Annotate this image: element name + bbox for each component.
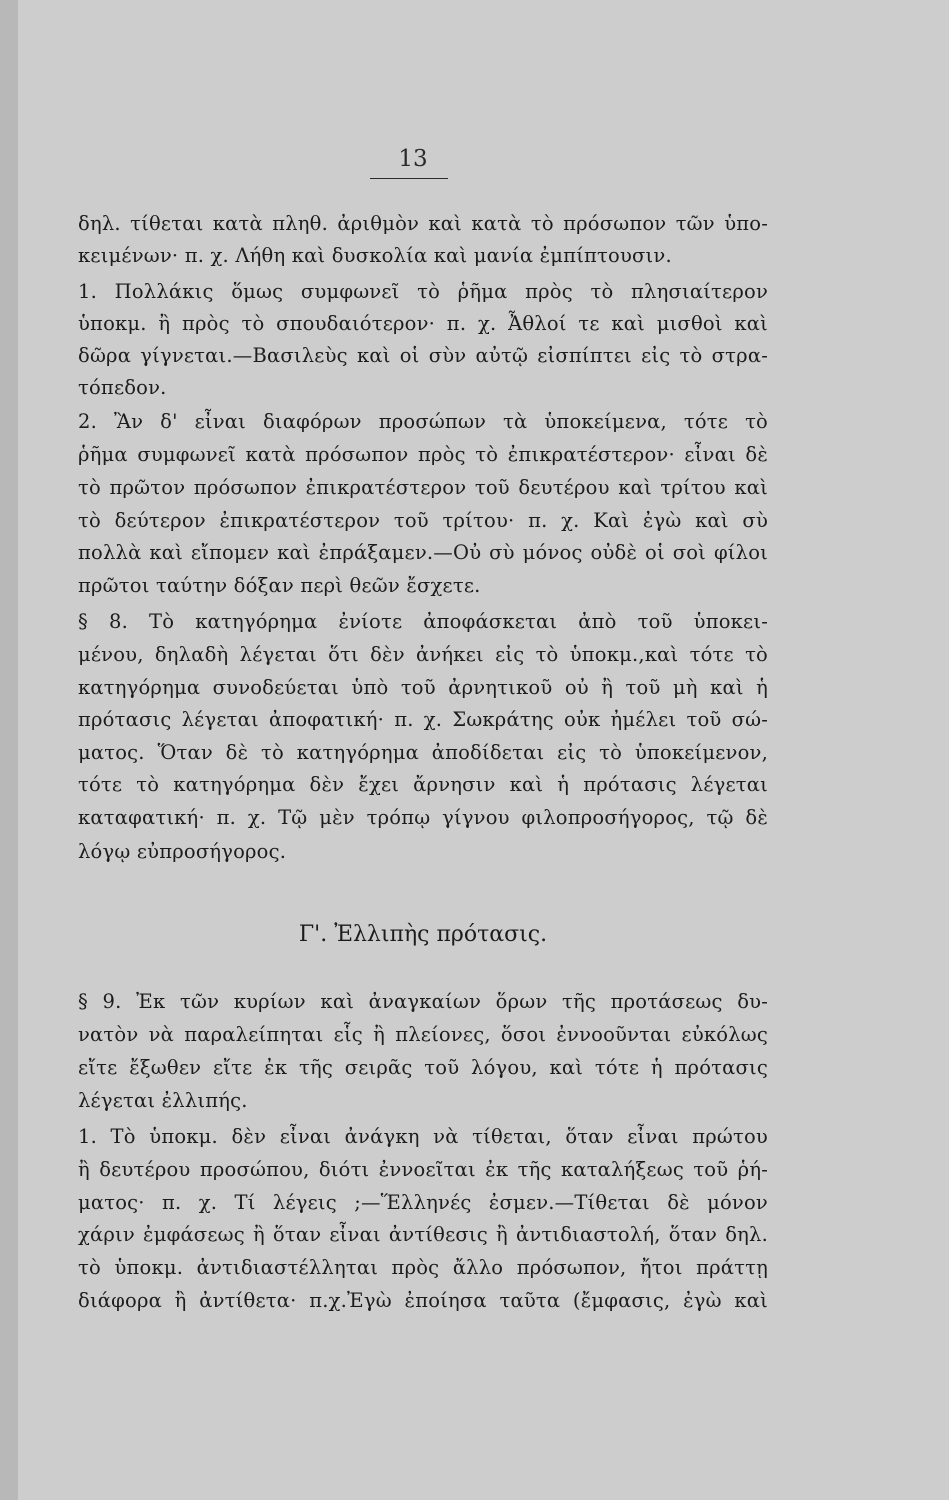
text-line: ῥῆμα συμφωνεῖ κατὰ πρόσωπον πρὸς τὸ ἐπικρατέστερον· εἶναι δὲ	[78, 443, 768, 466]
page-number-rule	[370, 178, 448, 179]
text-line: § 9. Ἐκ τῶν κυρίων καὶ ἀναγκαίων ὅρων τῆς προτάσεως δυ-	[78, 990, 768, 1013]
text-line: τότε τὸ κατηγόρημα δὲν ἔχει ἄρνησιν καὶ ἡ πρότασις λέγεται	[78, 773, 768, 796]
text-line: τὸ πρῶτον πρόσωπον ἐπικρατέστερον τοῦ δευτέρου καὶ τρίτου καὶ	[78, 476, 768, 499]
book-page	[18, 0, 949, 1500]
text-line: ἢ δευτέρου προσώπου, διότι ἐννοεῖται ἐκ τῆς καταλήξεως τοῦ ῥή-	[78, 1158, 768, 1181]
text-line: κειμένων· π. χ. Λήθη καὶ δυσκολία καὶ μανία ἐμπίπτουσιν.	[78, 244, 672, 267]
text-line: λόγῳ εὐπροσήγορος.	[78, 840, 287, 863]
text-line: καταφατική· π. χ. Τῷ μὲν τρόπῳ γίγνου φιλοπροσήγορος, τῷ δὲ	[78, 806, 768, 829]
page-number: 13	[398, 146, 428, 172]
text-line: εἴτε ἔξωθεν εἴτε ἐκ τῆς σειρᾶς τοῦ λόγου, καὶ τότε ἡ πρότασις	[78, 1056, 768, 1079]
text-line: δῶρα γίγνεται.—Βασιλεὺς καὶ οἱ σὺν αὐτῷ εἰσπίπτει εἰς τὸ στρα-	[78, 344, 768, 367]
text-line: πρῶτοι ταύτην δόξαν περὶ θεῶν ἔσχετε.	[78, 574, 481, 597]
text-line: δηλ. τίθεται κατὰ πληθ. ἀριθμὸν καὶ κατὰ τὸ πρόσωπον τῶν ὑπο-	[78, 212, 768, 235]
page-left-edge	[0, 0, 18, 1500]
text-line: διάφορα ἢ ἀντίθετα· π.χ.Ἐγὼ ἐποίησα ταῦτα (ἔμφασις, ἐγὼ καὶ	[78, 1289, 768, 1312]
text-line: χάριν ἐμφάσεως ἢ ὅταν εἶναι ἀντίθεσις ἢ ἀντιδιαστολή, ὅταν δηλ.	[78, 1223, 768, 1246]
text-line: τὸ δεύτερον ἐπικρατέστερον τοῦ τρίτου· π. χ. Καὶ ἐγὼ καὶ σὺ	[78, 509, 768, 532]
text-line: τόπεδον.	[78, 376, 167, 399]
text-line: πρότασις λέγεται ἀποφατική· π. χ. Σωκράτης οὐκ ἠμέλει τοῦ σώ-	[78, 708, 768, 731]
text-line: τὸ ὑποκμ. ἀντιδιαστέλληται πρὸς ἄλλο πρόσωπον, ἤτοι πράττῃ	[78, 1256, 768, 1279]
text-line: ματος· π. χ. Τί λέγεις ;—Ἕλληνές ἐσμεν.—Τίθεται δὲ μόνον	[78, 1191, 768, 1214]
text-line: § 8. Τὸ κατηγόρημα ἐνίοτε ἀποφάσκεται ἀπὸ τοῦ ὑποκει-	[78, 610, 768, 633]
text-line: 1. Πολλάκις ὅμως συμφωνεῖ τὸ ῥῆμα πρὸς τὸ πλησιαίτερον	[78, 280, 768, 303]
text-line: νατὸν νὰ παραλείπηται εἷς ἢ πλείονες, ὅσοι ἐννοοῦνται εὐκόλως	[78, 1023, 768, 1046]
section-heading: Γ'. Ἐλλιπὴς πρότασις.	[298, 922, 548, 947]
text-line: 2. Ἂν δ' εἶναι διαφόρων προσώπων τὰ ὑποκείμενα, τότε τὸ	[78, 410, 768, 433]
text-line: μένου, δηλαδὴ λέγεται ὅτι δὲν ἀνήκει εἰς τὸ ὑποκμ.,καὶ τότε τὸ	[78, 643, 768, 666]
text-line: 1. Τὸ ὑποκμ. δὲν εἶναι ἀνάγκη νὰ τίθεται, ὅταν εἶναι πρώτου	[78, 1125, 768, 1148]
text-line: ματος. Ὅταν δὲ τὸ κατηγόρημα ἀποδίδεται εἰς τὸ ὑποκείμενον,	[78, 741, 768, 764]
text-line: πολλὰ καὶ εἴπομεν καὶ ἐπράξαμεν.—Οὐ σὺ μόνος οὐδὲ οἱ σοὶ φίλοι	[78, 541, 768, 564]
text-line: λέγεται ἐλλιπής.	[78, 1089, 248, 1112]
text-line: ὑποκμ. ἢ πρὸς τὸ σπουδαιότερον· π. χ. Ἆθλοί τε καὶ μισθοὶ καὶ	[78, 312, 768, 335]
text-line: κατηγόρημα συνοδεύεται ὑπὸ τοῦ ἀρνητικοῦ οὐ ἢ τοῦ μὴ καὶ ἡ	[78, 676, 768, 699]
